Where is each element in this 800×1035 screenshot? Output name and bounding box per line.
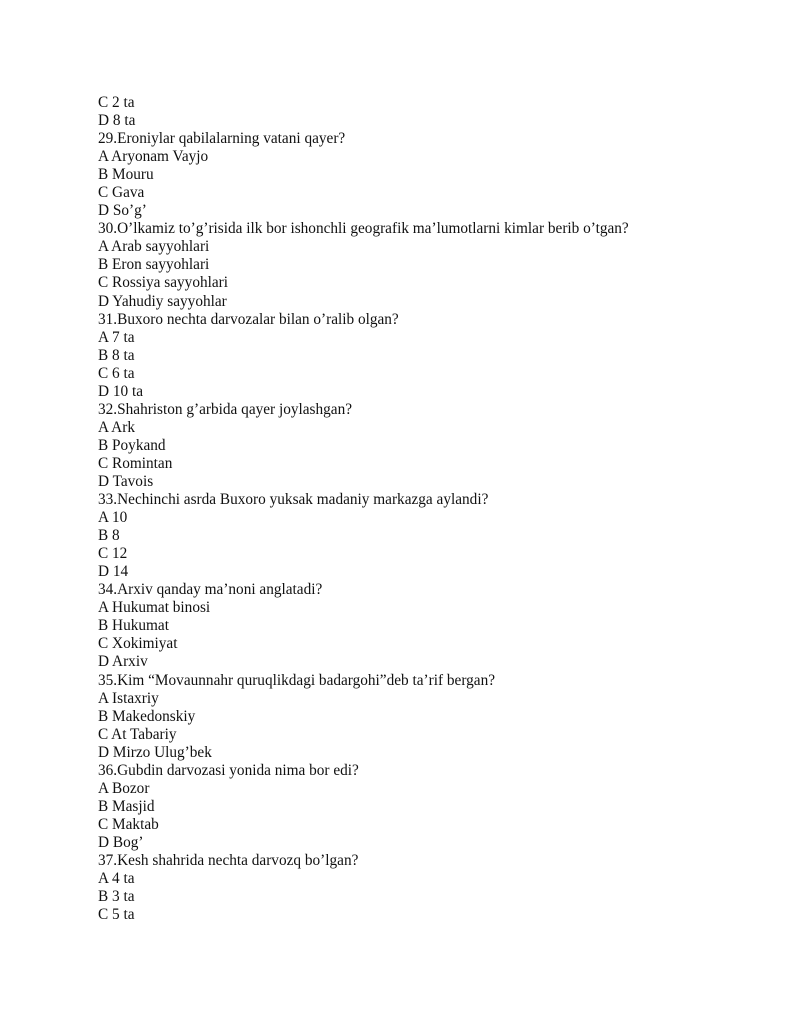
answer-option: B Makedonskiy <box>98 707 196 725</box>
answer-option: B 8 ta <box>98 346 135 364</box>
answer-option: C 5 ta <box>98 906 135 924</box>
answer-option: B Poykand <box>98 436 166 454</box>
answer-option: D So’g’ <box>98 202 147 220</box>
answer-option: C Xokimiyat <box>98 635 178 653</box>
answer-option: A Bozor <box>98 779 150 797</box>
question-34: 34.Arxiv qanday ma’noni anglatadi? <box>98 581 323 599</box>
question-29: 29.Eroniylar qabilalarning vatani qayer? <box>98 130 346 148</box>
question-32: 32.Shahriston g’arbida qayer joylashgan? <box>98 400 353 418</box>
answer-option: A Ark <box>98 418 135 436</box>
answer-option: C Rossiya sayyohlari <box>98 274 229 292</box>
answer-option: D Yahudiy sayyohlar <box>98 292 227 310</box>
answer-option: A Aryonam Vayjo <box>98 148 209 166</box>
answer-option: C At Tabariy <box>98 725 177 743</box>
question-35: 35.Kim “Movaunnahr quruqlikdagi badargohi”deb ta’rif bergan? <box>98 671 496 689</box>
answer-option: C Romintan <box>98 454 173 472</box>
answer-option: D Mirzo Ulug’bek <box>98 743 212 761</box>
answer-option: A Arab sayyohlari <box>98 238 210 256</box>
answer-option: D 14 <box>98 563 129 581</box>
answer-option: C Maktab <box>98 815 159 833</box>
answer-option: B Masjid <box>98 797 155 815</box>
answer-option: B 8 <box>98 527 120 545</box>
question-37: 37.Kesh shahrida nechta darvozq bo’lgan? <box>98 851 359 869</box>
answer-option: A 10 <box>98 509 128 527</box>
answer-option: B 3 ta <box>98 888 135 906</box>
answer-option: B Eron sayyohlari <box>98 256 210 274</box>
answer-option: D 8 ta <box>98 112 136 130</box>
answer-option: C Gava <box>98 184 145 202</box>
answer-option: C 6 ta <box>98 364 135 382</box>
question-31: 31.Buxoro nechta darvozalar bilan o’ralib olgan? <box>98 310 399 328</box>
question-36: 36.Gubdin darvozasi yonida nima bor edi? <box>98 761 359 779</box>
document-page <box>98 94 738 924</box>
answer-option: A Hukumat binosi <box>98 599 211 617</box>
answer-option: D Tavois <box>98 472 154 490</box>
answer-option: B Hukumat <box>98 617 169 635</box>
answer-option: A Istaxriy <box>98 689 159 707</box>
answer-option: C 2 ta <box>98 94 135 111</box>
answer-option: B Mouru <box>98 166 154 184</box>
answer-option: D 10 ta <box>98 382 144 400</box>
answer-option: D Arxiv <box>98 653 148 671</box>
answer-option: C 12 <box>98 545 128 563</box>
question-30: 30.O’lkamiz to’g’risida ilk bor ishonchli geografik ma’lumotlarni kimlar berib o’tgan? <box>98 220 629 238</box>
answer-option: A 7 ta <box>98 328 135 346</box>
question-33: 33.Nechinchi asrda Buxoro yuksak madaniy markazga aylandi? <box>98 491 489 509</box>
answer-option: A 4 ta <box>98 870 135 888</box>
answer-option: D Bog’ <box>98 833 144 851</box>
